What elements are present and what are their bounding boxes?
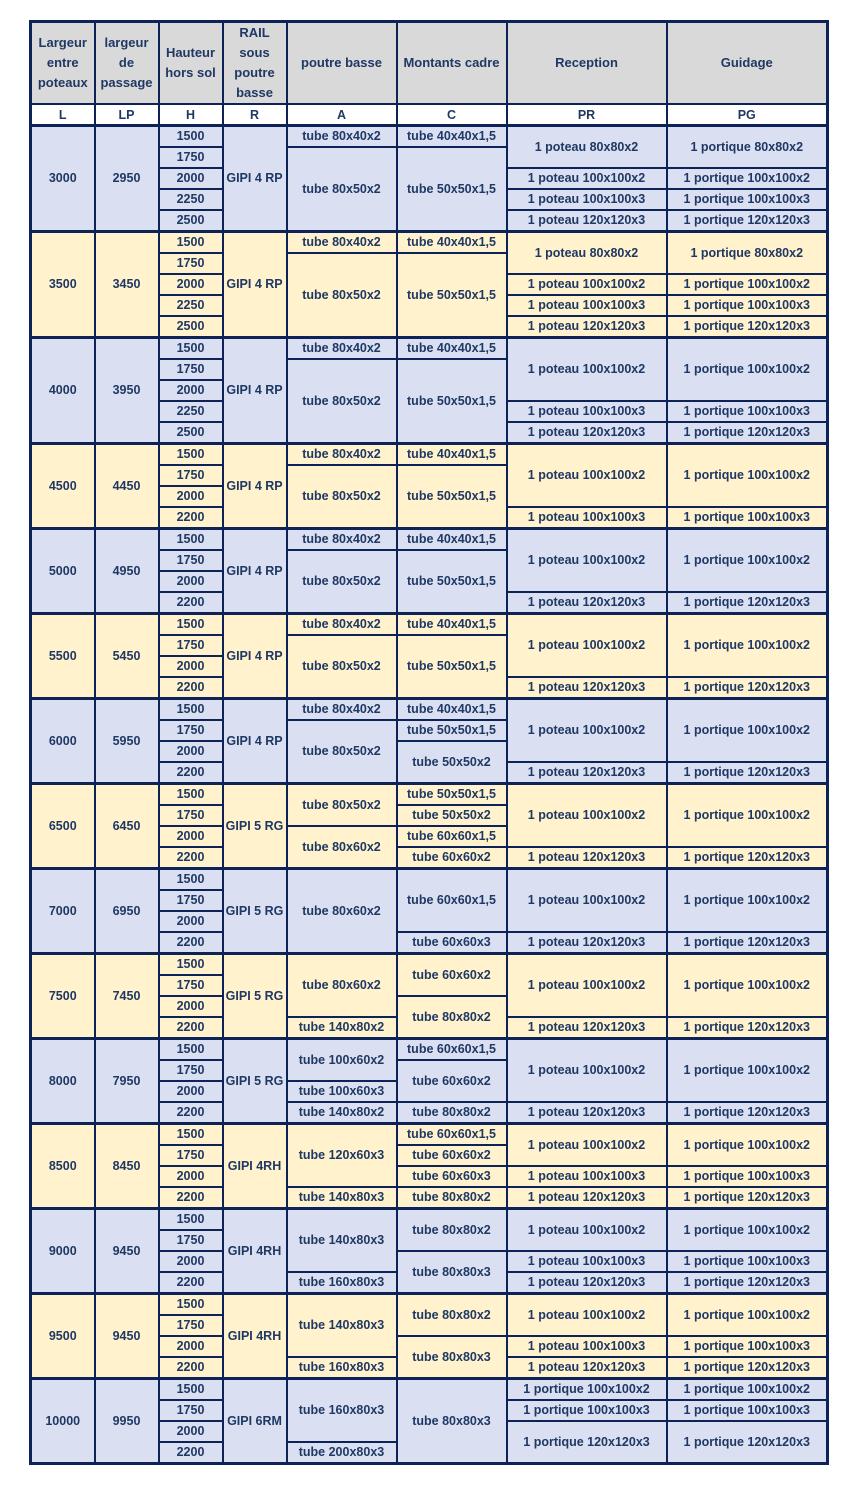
- cell-reception: 1 poteau 100x100x2: [507, 274, 667, 295]
- cell-reception: 1 poteau 80x80x2: [507, 232, 667, 275]
- cell-hauteur-hors-sol: 2200: [159, 592, 223, 614]
- cell-hauteur-hors-sol: 2500: [159, 210, 223, 232]
- cell-hauteur-hors-sol: 1750: [159, 1400, 223, 1421]
- table-row: [31, 1124, 828, 1146]
- cell-montants-cadre: tube 60x60x1,5: [397, 1124, 507, 1146]
- cell-hauteur-hors-sol: 1500: [159, 1209, 223, 1231]
- cell-montants-cadre: tube 60x60x2: [397, 954, 507, 997]
- header-montants-cadre: Montants cadre: [397, 22, 507, 105]
- cell-largeur-entre-poteaux: 8500: [31, 1124, 95, 1209]
- cell-hauteur-hors-sol: 1750: [159, 805, 223, 826]
- cell-reception: 1 poteau 120x120x3: [507, 762, 667, 784]
- cell-hauteur-hors-sol: 2000: [159, 274, 223, 295]
- code-row: [31, 104, 828, 126]
- cell-reception: 1 poteau 100x100x2: [507, 444, 667, 508]
- cell-montants-cadre: tube 50x50x1,5: [397, 550, 507, 614]
- table-row: [31, 1209, 828, 1231]
- cell-poutre-basse: tube 140x80x3: [287, 1294, 397, 1358]
- cell-guidage: 1 portique 120x120x3: [667, 847, 828, 869]
- code-h: H: [159, 104, 223, 126]
- cell-hauteur-hors-sol: 1750: [159, 1060, 223, 1081]
- cell-reception: 1 poteau 100x100x2: [507, 1124, 667, 1167]
- cell-reception: 1 poteau 120x120x3: [507, 422, 667, 444]
- cell-largeur-de-passage: 6950: [95, 869, 159, 954]
- cell-hauteur-hors-sol: 1500: [159, 1039, 223, 1061]
- cell-poutre-basse: tube 100x60x2: [287, 1039, 397, 1082]
- cell-montants-cadre: tube 80x80x2: [397, 996, 507, 1039]
- cell-reception: 1 poteau 100x100x3: [507, 1166, 667, 1187]
- cell-hauteur-hors-sol: 2000: [159, 911, 223, 932]
- table-row: [31, 699, 828, 721]
- cell-poutre-basse: tube 140x80x2: [287, 1102, 397, 1124]
- cell-montants-cadre: tube 60x60x2: [397, 1145, 507, 1166]
- cell-poutre-basse: tube 80x40x2: [287, 126, 397, 148]
- cell-largeur-entre-poteaux: 6000: [31, 699, 95, 784]
- table-row: [31, 529, 828, 551]
- cell-montants-cadre: tube 60x60x1,5: [397, 826, 507, 847]
- cell-montants-cadre: tube 80x80x2: [397, 1187, 507, 1209]
- cell-guidage: 1 portique 100x100x3: [667, 507, 828, 529]
- table-row: [31, 126, 828, 148]
- cell-reception: 1 poteau 120x120x3: [507, 316, 667, 338]
- cell-largeur-de-passage: 4950: [95, 529, 159, 614]
- cell-largeur-de-passage: 3450: [95, 232, 159, 338]
- cell-hauteur-hors-sol: 1750: [159, 1315, 223, 1336]
- cell-montants-cadre: tube 40x40x1,5: [397, 232, 507, 254]
- cell-montants-cadre: tube 50x50x1,5: [397, 359, 507, 444]
- cell-hauteur-hors-sol: 2200: [159, 1442, 223, 1464]
- cell-montants-cadre: tube 50x50x1,5: [397, 147, 507, 232]
- cell-montants-cadre: tube 80x80x2: [397, 1294, 507, 1337]
- cell-rail: GIPI 4 RP: [223, 126, 287, 232]
- cell-guidage: 1 portique 120x120x3: [667, 1421, 828, 1464]
- cell-rail: GIPI 4 RP: [223, 338, 287, 444]
- cell-guidage: 1 portique 120x120x3: [667, 422, 828, 444]
- cell-reception: 1 poteau 80x80x2: [507, 126, 667, 169]
- cell-montants-cadre: tube 60x60x3: [397, 1166, 507, 1187]
- cell-rail: GIPI 4 RP: [223, 529, 287, 614]
- cell-largeur-entre-poteaux: 5000: [31, 529, 95, 614]
- cell-reception: 1 poteau 100x100x2: [507, 699, 667, 763]
- cell-montants-cadre: tube 50x50x2: [397, 741, 507, 784]
- cell-largeur-de-passage: 2950: [95, 126, 159, 232]
- cell-hauteur-hors-sol: 2000: [159, 1251, 223, 1272]
- cell-montants-cadre: tube 50x50x2: [397, 805, 507, 826]
- cell-guidage: 1 portique 100x100x2: [667, 869, 828, 933]
- cell-hauteur-hors-sol: 2200: [159, 507, 223, 529]
- cell-hauteur-hors-sol: 2500: [159, 422, 223, 444]
- cell-largeur-entre-poteaux: 10000: [31, 1379, 95, 1464]
- cell-hauteur-hors-sol: 1500: [159, 784, 223, 806]
- cell-hauteur-hors-sol: 1500: [159, 699, 223, 721]
- cell-poutre-basse: tube 80x40x2: [287, 444, 397, 466]
- cell-guidage: 1 portique 120x120x3: [667, 316, 828, 338]
- cell-poutre-basse: tube 80x50x2: [287, 550, 397, 614]
- cell-hauteur-hors-sol: 1750: [159, 720, 223, 741]
- cell-guidage: 1 portique 120x120x3: [667, 1272, 828, 1294]
- cell-rail: GIPI 4 RP: [223, 444, 287, 529]
- cell-hauteur-hors-sol: 2200: [159, 762, 223, 784]
- code-pg: PG: [667, 104, 828, 126]
- cell-hauteur-hors-sol: 1750: [159, 975, 223, 996]
- cell-hauteur-hors-sol: 2200: [159, 1187, 223, 1209]
- cell-hauteur-hors-sol: 1750: [159, 1230, 223, 1251]
- cell-hauteur-hors-sol: 2000: [159, 1421, 223, 1442]
- header-poutre-basse: poutre basse: [287, 22, 397, 105]
- cell-poutre-basse: tube 80x40x2: [287, 614, 397, 636]
- cell-rail: GIPI 5 RG: [223, 784, 287, 869]
- table-row: [31, 1039, 828, 1061]
- cell-largeur-entre-poteaux: 4000: [31, 338, 95, 444]
- header-largeur-de-passage: largeur de passage: [95, 22, 159, 105]
- cell-largeur-de-passage: 9950: [95, 1379, 159, 1464]
- cell-rail: GIPI 5 RG: [223, 1039, 287, 1124]
- cell-poutre-basse: tube 80x50x2: [287, 784, 397, 827]
- cell-hauteur-hors-sol: 2000: [159, 1336, 223, 1357]
- cell-hauteur-hors-sol: 1500: [159, 529, 223, 551]
- cell-montants-cadre: tube 50x50x1,5: [397, 784, 507, 806]
- cell-largeur-de-passage: 5450: [95, 614, 159, 699]
- cell-largeur-de-passage: 7450: [95, 954, 159, 1039]
- cell-rail: GIPI 4 RP: [223, 614, 287, 699]
- cell-poutre-basse: tube 100x60x3: [287, 1081, 397, 1102]
- cell-reception: 1 poteau 120x120x3: [507, 210, 667, 232]
- cell-poutre-basse: tube 80x40x2: [287, 338, 397, 360]
- cell-largeur-entre-poteaux: 6500: [31, 784, 95, 869]
- cell-guidage: 1 portique 100x100x2: [667, 1379, 828, 1401]
- cell-reception: 1 poteau 100x100x2: [507, 1209, 667, 1252]
- cell-hauteur-hors-sol: 1750: [159, 890, 223, 911]
- cell-montants-cadre: tube 50x50x1,5: [397, 635, 507, 699]
- cell-hauteur-hors-sol: 2250: [159, 189, 223, 210]
- cell-guidage: 1 portique 100x100x2: [667, 699, 828, 763]
- cell-montants-cadre: tube 80x80x3: [397, 1251, 507, 1294]
- cell-largeur-entre-poteaux: 5500: [31, 614, 95, 699]
- cell-hauteur-hors-sol: 2250: [159, 401, 223, 422]
- cell-largeur-entre-poteaux: 7000: [31, 869, 95, 954]
- cell-guidage: 1 portique 100x100x3: [667, 1166, 828, 1187]
- cell-guidage: 1 portique 120x120x3: [667, 592, 828, 614]
- cell-reception: 1 poteau 120x120x3: [507, 1187, 667, 1209]
- cell-reception: 1 poteau 120x120x3: [507, 1272, 667, 1294]
- cell-reception: 1 poteau 100x100x2: [507, 784, 667, 848]
- cell-montants-cadre: tube 40x40x1,5: [397, 338, 507, 360]
- cell-montants-cadre: tube 80x80x2: [397, 1102, 507, 1124]
- cell-poutre-basse: tube 140x80x2: [287, 1017, 397, 1039]
- cell-hauteur-hors-sol: 2200: [159, 1017, 223, 1039]
- cell-hauteur-hors-sol: 2200: [159, 1102, 223, 1124]
- cell-guidage: 1 portique 80x80x2: [667, 232, 828, 275]
- cell-hauteur-hors-sol: 1500: [159, 126, 223, 148]
- cell-reception: 1 poteau 100x100x3: [507, 507, 667, 529]
- cell-hauteur-hors-sol: 2200: [159, 1357, 223, 1379]
- cell-hauteur-hors-sol: 2200: [159, 847, 223, 869]
- cell-largeur-entre-poteaux: 3000: [31, 126, 95, 232]
- cell-poutre-basse: tube 80x40x2: [287, 232, 397, 254]
- cell-guidage: 1 portique 120x120x3: [667, 210, 828, 232]
- cell-reception: 1 poteau 100x100x2: [507, 1039, 667, 1103]
- cell-hauteur-hors-sol: 2000: [159, 168, 223, 189]
- cell-hauteur-hors-sol: 2000: [159, 1166, 223, 1187]
- cell-reception: 1 portique 120x120x3: [507, 1421, 667, 1464]
- cell-rail: GIPI 4RH: [223, 1294, 287, 1379]
- cell-rail: GIPI 4 RP: [223, 699, 287, 784]
- cell-guidage: 1 portique 120x120x3: [667, 1187, 828, 1209]
- cell-hauteur-hors-sol: 1750: [159, 550, 223, 571]
- header-largeur-entre-poteaux: Largeur entre poteaux: [31, 22, 95, 105]
- cell-largeur-de-passage: 9450: [95, 1294, 159, 1379]
- code-a: A: [287, 104, 397, 126]
- cell-hauteur-hors-sol: 1500: [159, 232, 223, 254]
- cell-guidage: 1 portique 100x100x3: [667, 1400, 828, 1421]
- cell-reception: 1 poteau 100x100x2: [507, 529, 667, 593]
- cell-reception: 1 poteau 120x120x3: [507, 677, 667, 699]
- cell-poutre-basse: tube 80x50x2: [287, 359, 397, 444]
- cell-montants-cadre: tube 80x80x3: [397, 1379, 507, 1464]
- cell-reception: 1 poteau 120x120x3: [507, 847, 667, 869]
- cell-poutre-basse: tube 120x60x3: [287, 1124, 397, 1188]
- cell-guidage: 1 portique 100x100x2: [667, 614, 828, 678]
- cell-montants-cadre: tube 50x50x1,5: [397, 720, 507, 741]
- cell-hauteur-hors-sol: 1500: [159, 1294, 223, 1316]
- cell-poutre-basse: tube 80x50x2: [287, 253, 397, 338]
- cell-reception: 1 poteau 100x100x3: [507, 401, 667, 422]
- cell-reception: 1 poteau 120x120x3: [507, 932, 667, 954]
- cell-hauteur-hors-sol: 1750: [159, 253, 223, 274]
- table-row: [31, 444, 828, 466]
- cell-reception: 1 poteau 100x100x2: [507, 1294, 667, 1337]
- header-row: [31, 22, 828, 105]
- cell-montants-cadre: tube 60x60x1,5: [397, 869, 507, 933]
- cell-guidage: 1 portique 100x100x2: [667, 1294, 828, 1337]
- cell-rail: GIPI 4RH: [223, 1209, 287, 1294]
- cell-poutre-basse: tube 160x80x3: [287, 1379, 397, 1443]
- cell-hauteur-hors-sol: 2500: [159, 316, 223, 338]
- cell-hauteur-hors-sol: 1500: [159, 954, 223, 976]
- cell-reception: 1 poteau 100x100x3: [507, 189, 667, 210]
- dimension-spec-table: [29, 20, 829, 1465]
- cell-reception: 1 poteau 100x100x2: [507, 869, 667, 933]
- cell-hauteur-hors-sol: 2000: [159, 486, 223, 507]
- cell-montants-cadre: tube 40x40x1,5: [397, 614, 507, 636]
- code-l: L: [31, 104, 95, 126]
- cell-reception: 1 poteau 120x120x3: [507, 1102, 667, 1124]
- cell-largeur-entre-poteaux: 8000: [31, 1039, 95, 1124]
- cell-hauteur-hors-sol: 1750: [159, 465, 223, 486]
- cell-reception: 1 portique 100x100x2: [507, 1379, 667, 1401]
- cell-montants-cadre: tube 60x60x1,5: [397, 1039, 507, 1061]
- cell-hauteur-hors-sol: 2000: [159, 656, 223, 677]
- cell-largeur-entre-poteaux: 3500: [31, 232, 95, 338]
- cell-guidage: 1 portique 100x100x3: [667, 295, 828, 316]
- cell-hauteur-hors-sol: 2000: [159, 380, 223, 401]
- cell-poutre-basse: tube 200x80x3: [287, 1442, 397, 1464]
- table-row: [31, 1294, 828, 1316]
- cell-poutre-basse: tube 80x50x2: [287, 635, 397, 699]
- header-guidage: Guidage: [667, 22, 828, 105]
- cell-poutre-basse: tube 140x80x3: [287, 1209, 397, 1273]
- cell-largeur-de-passage: 3950: [95, 338, 159, 444]
- cell-guidage: 1 portique 100x100x2: [667, 274, 828, 295]
- cell-hauteur-hors-sol: 1750: [159, 635, 223, 656]
- cell-guidage: 1 portique 100x100x3: [667, 1336, 828, 1357]
- cell-montants-cadre: tube 50x50x1,5: [397, 465, 507, 529]
- cell-hauteur-hors-sol: 2000: [159, 826, 223, 847]
- cell-montants-cadre: tube 80x80x3: [397, 1336, 507, 1379]
- cell-largeur-de-passage: 9450: [95, 1209, 159, 1294]
- cell-hauteur-hors-sol: 2000: [159, 741, 223, 762]
- cell-hauteur-hors-sol: 1750: [159, 1145, 223, 1166]
- cell-largeur-de-passage: 7950: [95, 1039, 159, 1124]
- cell-largeur-de-passage: 8450: [95, 1124, 159, 1209]
- code-r: R: [223, 104, 287, 126]
- header-rail-sous-poutre-basse: RAIL sous poutre basse: [223, 22, 287, 105]
- cell-rail: GIPI 4 RP: [223, 232, 287, 338]
- cell-reception: 1 poteau 120x120x3: [507, 592, 667, 614]
- cell-reception: 1 poteau 100x100x3: [507, 295, 667, 316]
- code-lp: LP: [95, 104, 159, 126]
- cell-largeur-entre-poteaux: 7500: [31, 954, 95, 1039]
- cell-largeur-de-passage: 5950: [95, 699, 159, 784]
- cell-guidage: 1 portique 100x100x2: [667, 444, 828, 508]
- cell-hauteur-hors-sol: 1750: [159, 359, 223, 380]
- cell-reception: 1 poteau 100x100x2: [507, 338, 667, 402]
- cell-largeur-de-passage: 6450: [95, 784, 159, 869]
- cell-hauteur-hors-sol: 1500: [159, 444, 223, 466]
- cell-guidage: 1 portique 100x100x3: [667, 1251, 828, 1272]
- cell-guidage: 1 portique 100x100x2: [667, 1209, 828, 1252]
- cell-guidage: 1 portique 100x100x2: [667, 784, 828, 848]
- table-row: [31, 869, 828, 891]
- cell-poutre-basse: tube 80x60x2: [287, 869, 397, 954]
- cell-reception: 1 poteau 100x100x2: [507, 168, 667, 189]
- cell-hauteur-hors-sol: 2250: [159, 295, 223, 316]
- cell-guidage: 1 portique 100x100x2: [667, 954, 828, 1018]
- cell-largeur-entre-poteaux: 4500: [31, 444, 95, 529]
- cell-largeur-entre-poteaux: 9000: [31, 1209, 95, 1294]
- cell-rail: GIPI 5 RG: [223, 954, 287, 1039]
- header-reception: Reception: [507, 22, 667, 105]
- table-row: [31, 614, 828, 636]
- cell-guidage: 1 portique 100x100x3: [667, 189, 828, 210]
- table-row: [31, 784, 828, 806]
- spec-body: [31, 126, 828, 1464]
- cell-hauteur-hors-sol: 2000: [159, 1081, 223, 1102]
- cell-hauteur-hors-sol: 2000: [159, 996, 223, 1017]
- cell-hauteur-hors-sol: 2000: [159, 571, 223, 592]
- cell-rail: GIPI 5 RG: [223, 869, 287, 954]
- code-c: C: [397, 104, 507, 126]
- cell-poutre-basse: tube 80x60x2: [287, 954, 397, 1018]
- cell-reception: 1 poteau 100x100x2: [507, 954, 667, 1018]
- cell-hauteur-hors-sol: 1500: [159, 338, 223, 360]
- cell-montants-cadre: tube 40x40x1,5: [397, 529, 507, 551]
- cell-guidage: 1 portique 120x120x3: [667, 1357, 828, 1379]
- cell-guidage: 1 portique 100x100x2: [667, 338, 828, 402]
- cell-hauteur-hors-sol: 2200: [159, 677, 223, 699]
- cell-montants-cadre: tube 40x40x1,5: [397, 444, 507, 466]
- cell-montants-cadre: tube 40x40x1,5: [397, 699, 507, 721]
- cell-hauteur-hors-sol: 1500: [159, 1379, 223, 1401]
- cell-reception: 1 portique 100x100x3: [507, 1400, 667, 1421]
- cell-guidage: 1 portique 100x100x2: [667, 1039, 828, 1103]
- cell-montants-cadre: tube 50x50x1,5: [397, 253, 507, 338]
- cell-poutre-basse: tube 160x80x3: [287, 1357, 397, 1379]
- cell-guidage: 1 portique 80x80x2: [667, 126, 828, 169]
- cell-poutre-basse: tube 80x50x2: [287, 465, 397, 529]
- cell-reception: 1 poteau 100x100x2: [507, 614, 667, 678]
- cell-guidage: 1 portique 100x100x3: [667, 401, 828, 422]
- cell-poutre-basse: tube 160x80x3: [287, 1272, 397, 1294]
- cell-poutre-basse: tube 80x50x2: [287, 147, 397, 232]
- cell-guidage: 1 portique 100x100x2: [667, 168, 828, 189]
- header-hauteur-hors-sol: Hauteur hors sol: [159, 22, 223, 105]
- cell-hauteur-hors-sol: 1750: [159, 147, 223, 168]
- cell-largeur-entre-poteaux: 9500: [31, 1294, 95, 1379]
- cell-rail: GIPI 4RH: [223, 1124, 287, 1209]
- cell-hauteur-hors-sol: 1500: [159, 1124, 223, 1146]
- code-pr: PR: [507, 104, 667, 126]
- table-row: [31, 232, 828, 254]
- cell-guidage: 1 portique 120x120x3: [667, 762, 828, 784]
- cell-guidage: 1 portique 120x120x3: [667, 932, 828, 954]
- cell-guidage: 1 portique 100x100x2: [667, 1124, 828, 1167]
- table-row: [31, 954, 828, 976]
- cell-reception: 1 poteau 120x120x3: [507, 1017, 667, 1039]
- cell-montants-cadre: tube 60x60x3: [397, 932, 507, 954]
- cell-reception: 1 poteau 100x100x3: [507, 1251, 667, 1272]
- cell-reception: 1 poteau 120x120x3: [507, 1357, 667, 1379]
- cell-hauteur-hors-sol: 2200: [159, 932, 223, 954]
- cell-poutre-basse: tube 80x60x2: [287, 826, 397, 869]
- cell-montants-cadre: tube 40x40x1,5: [397, 126, 507, 148]
- table-row: [31, 1379, 828, 1401]
- cell-poutre-basse: tube 80x40x2: [287, 699, 397, 721]
- cell-poutre-basse: tube 80x40x2: [287, 529, 397, 551]
- cell-largeur-de-passage: 4450: [95, 444, 159, 529]
- cell-hauteur-hors-sol: 1500: [159, 869, 223, 891]
- table-row: [31, 338, 828, 360]
- cell-guidage: 1 portique 100x100x2: [667, 529, 828, 593]
- cell-hauteur-hors-sol: 2200: [159, 1272, 223, 1294]
- cell-reception: 1 poteau 100x100x3: [507, 1336, 667, 1357]
- cell-poutre-basse: tube 140x80x3: [287, 1187, 397, 1209]
- cell-rail: GIPI 6RM: [223, 1379, 287, 1464]
- cell-montants-cadre: tube 80x80x2: [397, 1209, 507, 1252]
- cell-poutre-basse: tube 80x50x2: [287, 720, 397, 784]
- cell-guidage: 1 portique 120x120x3: [667, 677, 828, 699]
- cell-guidage: 1 portique 120x120x3: [667, 1102, 828, 1124]
- cell-guidage: 1 portique 120x120x3: [667, 1017, 828, 1039]
- cell-montants-cadre: tube 60x60x2: [397, 847, 507, 869]
- cell-montants-cadre: tube 60x60x2: [397, 1060, 507, 1102]
- cell-hauteur-hors-sol: 1500: [159, 614, 223, 636]
